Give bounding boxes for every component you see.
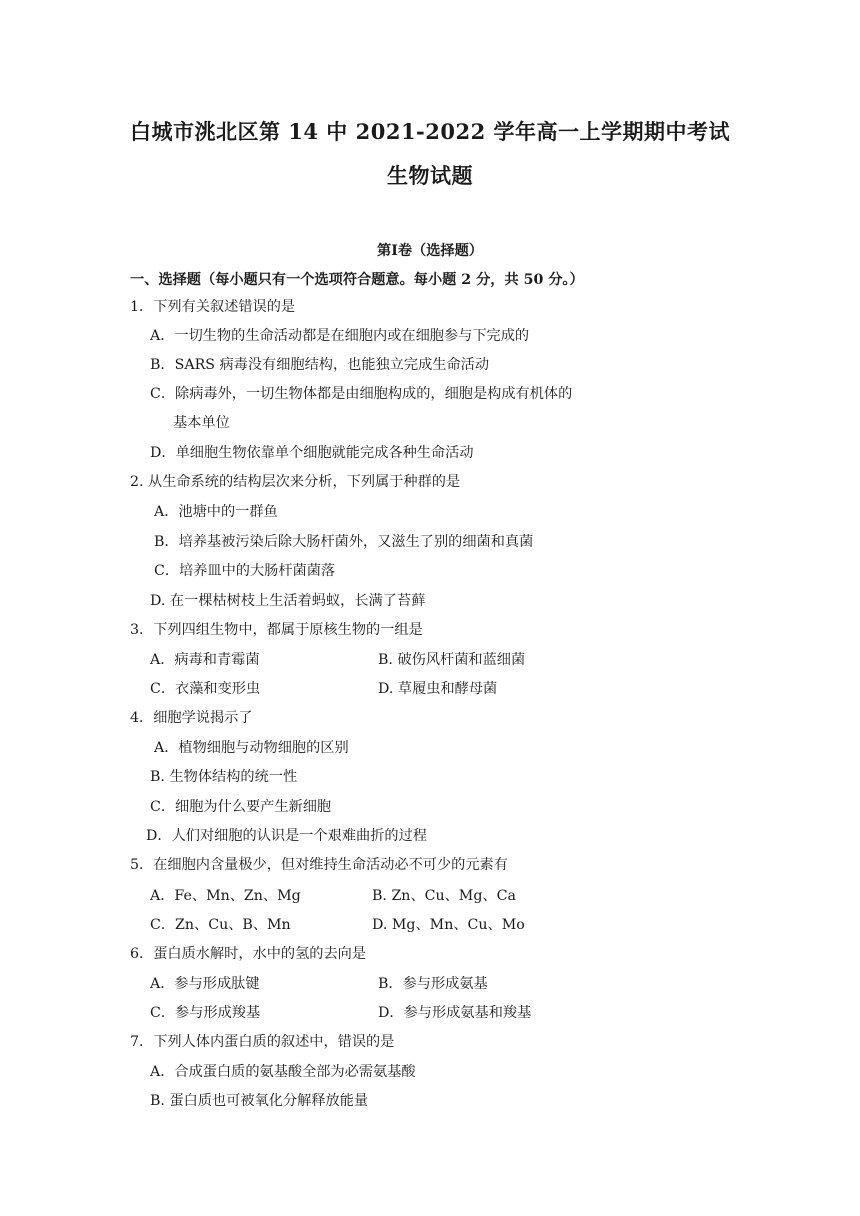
question-7-stem: 7．下列人体内蛋白质的叙述中，错误的是 <box>130 1034 395 1050</box>
question-1-option-a: A．一切生物的生命活动都是在细胞内或在细胞参与下完成的 <box>150 328 530 344</box>
exam-subject: 生物试题 <box>387 163 473 188</box>
question-2-option-d: D. 在一棵枯树枝上生活着蚂蚁，长满了苔藓 <box>150 593 426 609</box>
question-5-option-d: D. Mg、Mn、Cu、Mo <box>372 917 525 933</box>
question-6-option-b: B．参与形成氨基 <box>378 976 488 992</box>
question-5-option-a: A．Fe、Mn、Zn、Mg <box>150 888 301 904</box>
question-2-stem: 2. 从生命系统的结构层次来分析，下列属于种群的是 <box>130 474 461 490</box>
question-6-option-a: A．参与形成肽键 <box>150 976 260 992</box>
question-4-option-a: A．植物细胞与动物细胞的区别 <box>154 740 349 756</box>
question-2-option-b: B．培养基被污染后除大肠杆菌外，又滋生了别的细菌和真菌 <box>154 534 534 550</box>
question-1-option-c-continued: 基本单位 <box>173 415 230 431</box>
question-4-option-d: D．人们对细胞的认识是一个艰难曲折的过程 <box>146 828 427 844</box>
question-4-stem: 4．细胞学说揭示了 <box>130 710 253 726</box>
question-6-option-d: D．参与形成氨基和羧基 <box>378 1005 532 1021</box>
exam-title: 白城市洮北区第 14 中 2021-2022 学年高一上学期期中考试 <box>129 119 731 144</box>
question-2-option-a: A．池塘中的一群鱼 <box>154 504 278 520</box>
question-7-option-b: B. 蛋白质也可被氧化分解释放能量 <box>150 1093 369 1109</box>
question-3-stem: 3．下列四组生物中，都属于原核生物的一组是 <box>130 622 423 638</box>
question-3-option-b: B. 破伤风杆菌和蓝细菌 <box>378 652 526 668</box>
question-1-option-b: B．SARS 病毒没有细胞结构，也能独立完成生命活动 <box>150 357 490 373</box>
section-heading: 一、选择题（每小题只有一个选项符合题意。每小题 2 分，共 50 分。） <box>130 272 584 288</box>
question-5-option-b: B. Zn、Cu、Mg、Ca <box>372 888 516 904</box>
question-4-option-c: C．细胞为什么要产生新细胞 <box>150 799 332 815</box>
question-4-option-b: B. 生物体结构的统一性 <box>150 769 298 785</box>
question-6-option-c: C．参与形成羧基 <box>150 1005 261 1021</box>
question-2-option-c: C．培养皿中的大肠杆菌菌落 <box>154 563 336 579</box>
question-3-option-d: D. 草履虫和酵母菌 <box>378 681 498 697</box>
question-6-stem: 6．蛋白质水解时，水中的氢的去向是 <box>130 946 367 962</box>
part-heading: 第Ⅰ卷（选择题） <box>377 243 483 259</box>
question-1-stem: 1．下列有关叙述错误的是 <box>130 299 296 315</box>
question-3-option-c: C．衣藻和变形虫 <box>150 681 261 697</box>
question-3-option-a: A．病毒和青霉菌 <box>150 652 260 668</box>
question-5-stem: 5．在细胞内含量极少，但对维持生命活动必不可少的元素有 <box>130 857 508 873</box>
question-1-option-d: D．单细胞生物依靠单个细胞就能完成各种生命活动 <box>150 445 474 461</box>
question-5-option-c: C．Zn、Cu、B、Mn <box>150 917 291 933</box>
question-7-option-a: A．合成蛋白质的氨基酸全部为必需氨基酸 <box>150 1064 416 1080</box>
question-1-option-c: C．除病毒外，一切生物体都是由细胞构成的，细胞是构成有机体的 <box>150 386 573 402</box>
